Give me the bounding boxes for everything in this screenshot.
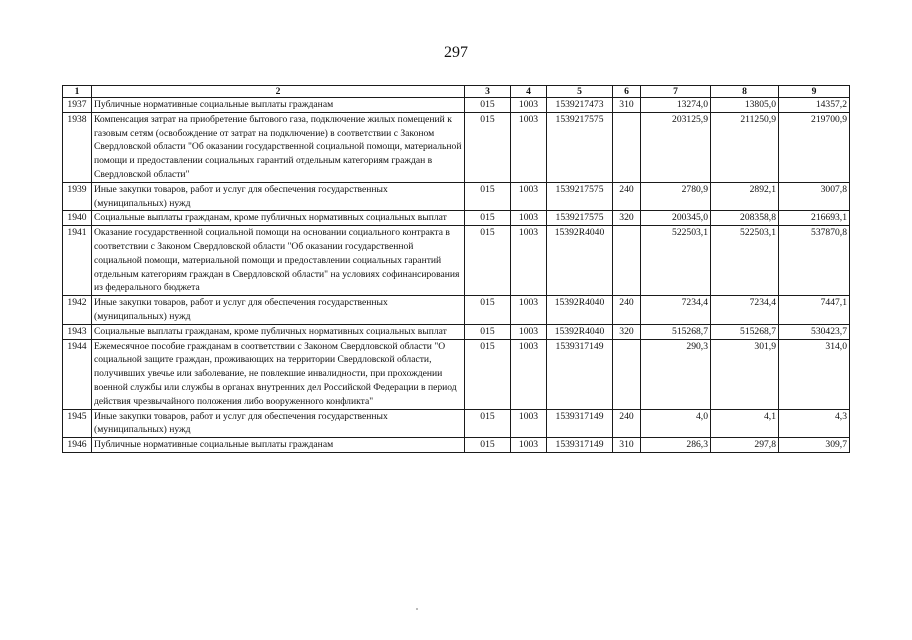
amount-col9: 309,7: [779, 438, 850, 453]
amount-col9: 219700,9: [779, 112, 850, 182]
row-number: 1943: [63, 324, 92, 339]
section-code: 1003: [511, 324, 547, 339]
amount-col8: 515268,7: [711, 324, 779, 339]
amount-col8: 522503,1: [711, 226, 779, 296]
row-number: 1941: [63, 226, 92, 296]
amount-col9: 537870,8: [779, 226, 850, 296]
target-code: 15392R4040: [547, 296, 613, 325]
section-code: 1003: [511, 98, 547, 113]
expense-type-code: 320: [613, 324, 641, 339]
expense-type-code: 240: [613, 409, 641, 438]
section-code: 1003: [511, 226, 547, 296]
amount-col7: 515268,7: [641, 324, 711, 339]
amount-col8: 301,9: [711, 339, 779, 409]
amount-col8: 4,1: [711, 409, 779, 438]
target-code: 1539217575: [547, 182, 613, 211]
column-header: 9: [779, 86, 850, 98]
amount-col9: 530423,7: [779, 324, 850, 339]
expense-type-code: 240: [613, 296, 641, 325]
row-name: Социальные выплаты гражданам, кроме публичных нормативных социальных выплат: [92, 211, 465, 226]
table-row: [63, 438, 850, 453]
expense-type-code: 310: [613, 98, 641, 113]
section-code: 1003: [511, 409, 547, 438]
amount-col9: 7447,1: [779, 296, 850, 325]
target-code: 1539217575: [547, 112, 613, 182]
section-code: 1003: [511, 438, 547, 453]
table-row: [63, 339, 850, 409]
table-row: [63, 296, 850, 325]
amount-col8: 211250,9: [711, 112, 779, 182]
row-name: Иные закупки товаров, работ и услуг для обеспечения государственных (муниципальных) нужд: [92, 409, 465, 438]
table-row: [63, 409, 850, 438]
amount-col9: 314,0: [779, 339, 850, 409]
column-header: 2: [92, 86, 465, 98]
ministry-code: 015: [465, 438, 511, 453]
table-row: [63, 211, 850, 226]
ministry-code: 015: [465, 226, 511, 296]
ministry-code: 015: [465, 211, 511, 226]
ministry-code: 015: [465, 112, 511, 182]
row-number: 1938: [63, 112, 92, 182]
scan-speck: [416, 608, 418, 610]
expense-type-code: [613, 112, 641, 182]
row-number: 1939: [63, 182, 92, 211]
expense-type-code: 240: [613, 182, 641, 211]
amount-col7: 286,3: [641, 438, 711, 453]
ministry-code: 015: [465, 296, 511, 325]
table-row: [63, 182, 850, 211]
amount-col9: 14357,2: [779, 98, 850, 113]
target-code: 15392R4040: [547, 226, 613, 296]
amount-col7: 2780,9: [641, 182, 711, 211]
row-name: Социальные выплаты гражданам, кроме публичных нормативных социальных выплат: [92, 324, 465, 339]
target-code: 15392R4040: [547, 324, 613, 339]
section-code: 1003: [511, 182, 547, 211]
row-number: 1940: [63, 211, 92, 226]
amount-col8: 297,8: [711, 438, 779, 453]
row-number: 1944: [63, 339, 92, 409]
section-code: 1003: [511, 112, 547, 182]
table-row: [63, 112, 850, 182]
ministry-code: 015: [465, 182, 511, 211]
column-header: 6: [613, 86, 641, 98]
column-header: 8: [711, 86, 779, 98]
row-name: Публичные нормативные социальные выплаты гражданам: [92, 98, 465, 113]
target-code: 1539317149: [547, 409, 613, 438]
row-name: Публичные нормативные социальные выплаты гражданам: [92, 438, 465, 453]
column-header: 4: [511, 86, 547, 98]
column-header: 1: [63, 86, 92, 98]
amount-col9: 216693,1: [779, 211, 850, 226]
target-code: 1539217575: [547, 211, 613, 226]
table-row: [63, 226, 850, 296]
amount-col7: 522503,1: [641, 226, 711, 296]
row-number: 1942: [63, 296, 92, 325]
section-code: 1003: [511, 211, 547, 226]
target-code: 1539217473: [547, 98, 613, 113]
amount-col8: 7234,4: [711, 296, 779, 325]
column-header: 3: [465, 86, 511, 98]
table-row: [63, 98, 850, 113]
table-row: [63, 324, 850, 339]
amount-col8: 208358,8: [711, 211, 779, 226]
page-number: 297: [444, 44, 468, 61]
row-number: 1937: [63, 98, 92, 113]
amount-col7: 7234,4: [641, 296, 711, 325]
ministry-code: 015: [465, 98, 511, 113]
expense-type-code: 320: [613, 211, 641, 226]
amount-col9: 4,3: [779, 409, 850, 438]
column-header: 7: [641, 86, 711, 98]
section-code: 1003: [511, 296, 547, 325]
target-code: 1539317149: [547, 438, 613, 453]
amount-col8: 2892,1: [711, 182, 779, 211]
row-name: Иные закупки товаров, работ и услуг для обеспечения государственных (муниципальных) нужд: [92, 182, 465, 211]
row-name: Ежемесячное пособие гражданам в соответствии с Законом Свердловской области "О социальной защите граждан, проживающих на территории Свердловской области, получивших увечье или заболевание, не повлекшие инвалидности, при прохождении военной службы или службы в органах внутренних дел Российской Федерации в период действия чрезвычайного положения либо вооруженного конфликта": [92, 339, 465, 409]
column-header: 5: [547, 86, 613, 98]
amount-col7: 203125,9: [641, 112, 711, 182]
row-name: Компенсация затрат на приобретение бытового газа, подключение жилых помещений к газовым сетям (освобождение от затрат на подключение) в соответствии с Законом Свердловской области "Об оказании государственной социальной помощи, материальной помощи и предоставлении социальных гарантий отдельным категориям граждан в Свердловской области": [92, 112, 465, 182]
expense-type-code: [613, 226, 641, 296]
amount-col9: 3007,8: [779, 182, 850, 211]
amount-col7: 290,3: [641, 339, 711, 409]
ministry-code: 015: [465, 324, 511, 339]
ministry-code: 015: [465, 409, 511, 438]
target-code: 1539317149: [547, 339, 613, 409]
ministry-code: 015: [465, 339, 511, 409]
amount-col7: 13274,0: [641, 98, 711, 113]
budget-table: [62, 85, 850, 453]
amount-col8: 13805,0: [711, 98, 779, 113]
expense-type-code: 310: [613, 438, 641, 453]
row-number: 1946: [63, 438, 92, 453]
section-code: 1003: [511, 339, 547, 409]
table-header-row: [63, 86, 850, 98]
expense-type-code: [613, 339, 641, 409]
amount-col7: 200345,0: [641, 211, 711, 226]
row-name: Иные закупки товаров, работ и услуг для обеспечения государственных (муниципальных) нужд: [92, 296, 465, 325]
amount-col7: 4,0: [641, 409, 711, 438]
row-name: Оказание государственной социальной помощи на основании социального контракта в соответствии с Законом Свердловской области "Об оказании государственной социальной помощи, материальной помощи и предоставлении социальных гарантий отдельным категориям граждан в Свердловской области" на условиях софинансирования из федерального бюджета: [92, 226, 465, 296]
row-number: 1945: [63, 409, 92, 438]
